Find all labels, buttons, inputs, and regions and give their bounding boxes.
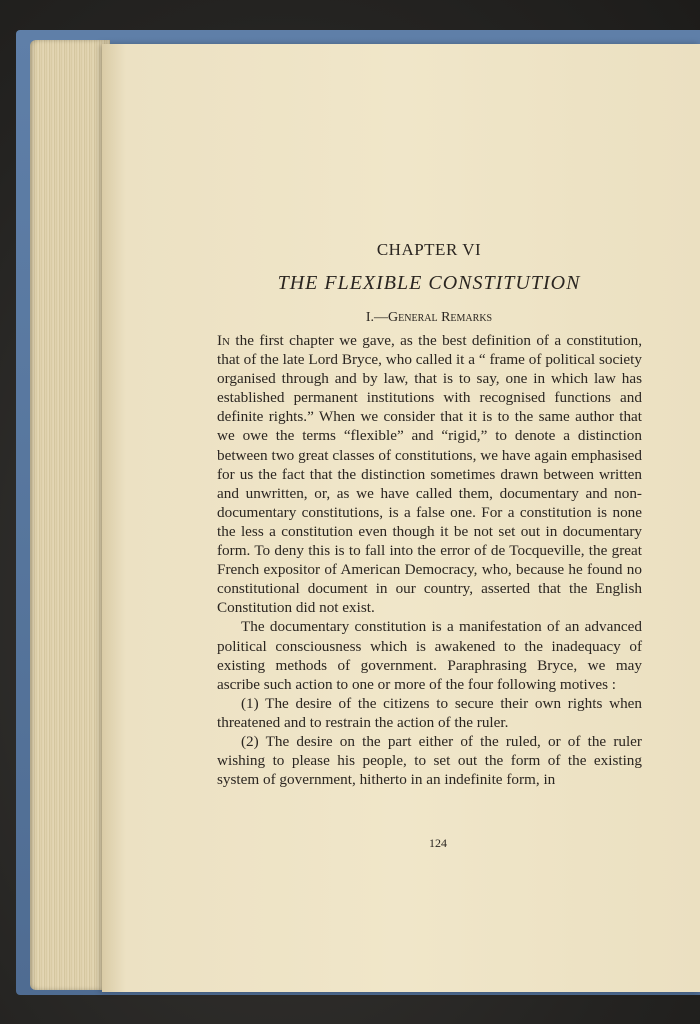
book-page (102, 44, 700, 992)
chapter-number: CHAPTER VI (376, 240, 482, 259)
chapter-title: THE FLEXIBLE CONSTITUTION (277, 272, 581, 294)
paragraph-3: (1) The desire of the citizens to secure their own rights when threatened and to restrain the action of the ruler. (217, 694, 642, 731)
body-text (217, 331, 642, 789)
paragraph-2: The documentary constitution is a manifestation of an advanced political consciousness which is awakened to the inadequacy of existing methods of government. Paraphrasing Bryce, we may ascribe such action to one or more of the four following motives : (217, 618, 642, 693)
section-heading: I.—General Remarks (365, 310, 493, 325)
paragraph-lead-word: In (217, 332, 231, 349)
paragraph-text: the first chapter we gave, as the best definition of a constitution, that of the late Lord Bryce, who called it a “ frame of political society organised through and by law, that is to say, one in which law has established permanent institutions with recognised functions and definite rights.” When we consider that it is to the same author that we owe the terms “flexible” and “rigid,” to denote a distinction between two great classes of constitutions, we have again emphasised for us the fact that the distinction sometimes drawn between written and unwritten, or, as we have called them, documentary and non-documentary constitutions, is a false one. For a constitution is none the less a constitution even though it be not set out in documentary form. To deny this is to fall into the error of de Tocqueville, the great French expositor of American Democracy, who, because he found no constitutional document in our country, asserted that the English Constitution did not exist. (217, 332, 642, 617)
page-edges (30, 40, 110, 990)
paragraph-4: (2) The desire on the part either of the ruled, or of the ruler wishing to please his people, to set out the form of the existing system of government, hitherto in an indefinite form, in (217, 732, 642, 789)
page-number: 124 (429, 836, 447, 850)
paragraph-1 (217, 331, 642, 617)
